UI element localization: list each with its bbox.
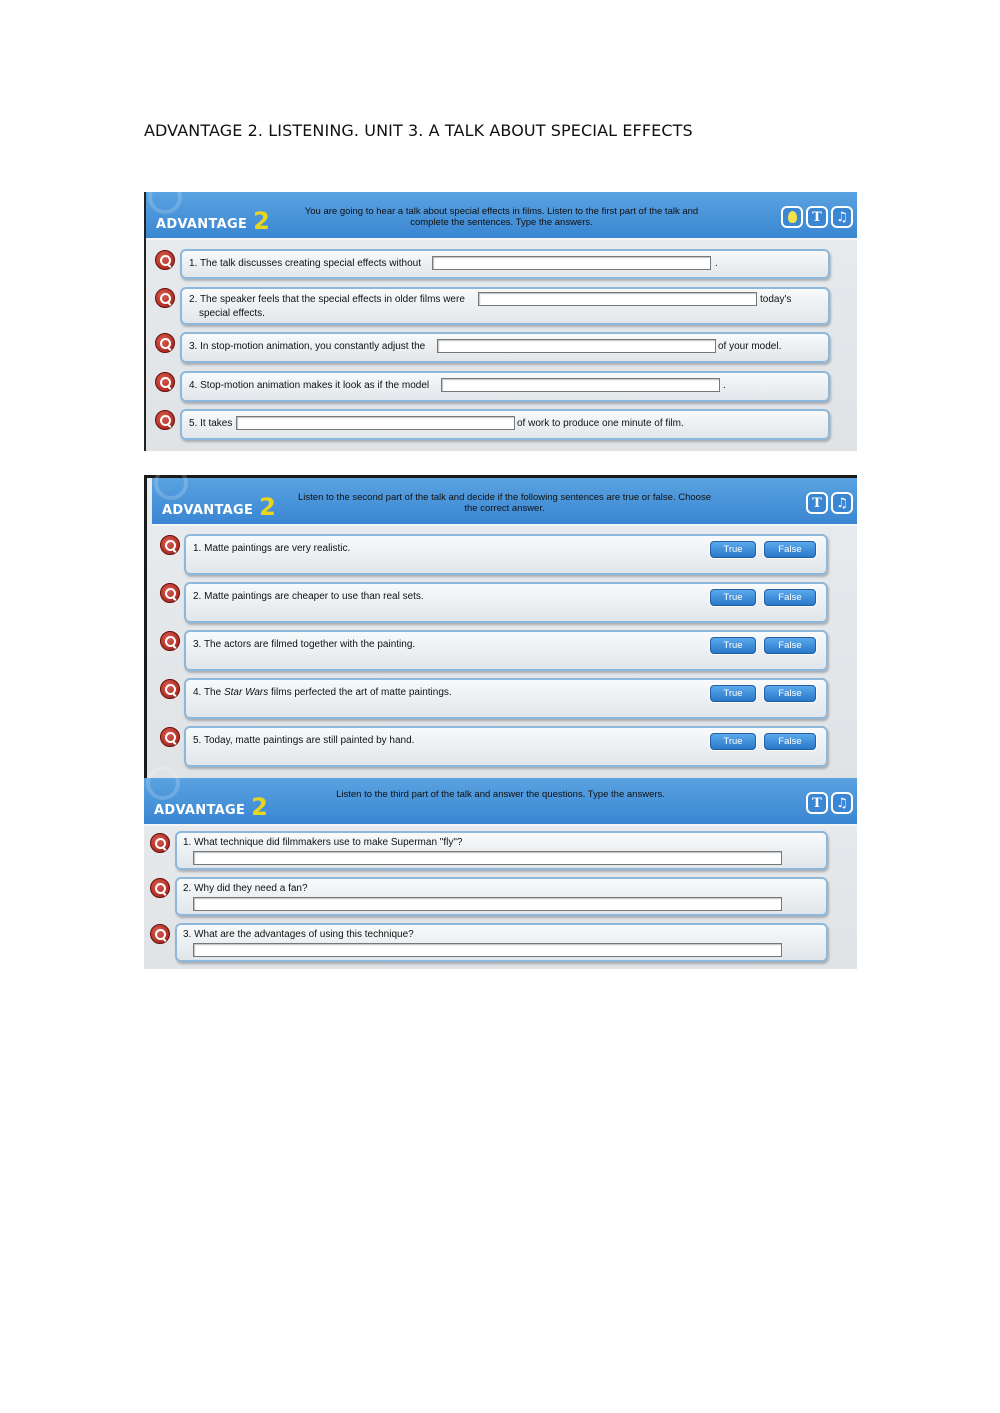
exercise-1-instructions: You are going to hear a talk about special effects in films. Listen to the first part of the talk and complete the sentences. Type the answers. <box>304 206 699 228</box>
sentence-item-3 <box>180 332 830 363</box>
magnify-hint-icon[interactable] <box>155 410 175 430</box>
false-button[interactable]: False <box>764 637 816 654</box>
transcript-button[interactable] <box>806 492 828 514</box>
statement-italic-title: Star Wars <box>223 687 269 698</box>
logo-watermark-icon <box>146 766 180 800</box>
statement-suffix: films perfected the art of matte paintings. <box>268 687 452 698</box>
answer-input-q1[interactable] <box>193 851 782 865</box>
exercise-2-panel <box>144 475 857 778</box>
magnify-hint-icon[interactable] <box>155 250 175 270</box>
magnify-hint-icon[interactable] <box>160 583 180 603</box>
answer-input-q2[interactable] <box>193 897 782 911</box>
sentence-text-line2: special effects. <box>199 308 265 319</box>
answer-input-5[interactable] <box>236 416 515 430</box>
magnify-hint-icon[interactable] <box>160 679 180 699</box>
question-text: 2. Why did they need a fan? <box>183 883 308 894</box>
true-button[interactable]: True <box>710 541 756 558</box>
text-icon: T <box>812 795 822 811</box>
true-button[interactable]: True <box>710 685 756 702</box>
sentence-text-after: of your model. <box>718 341 782 352</box>
sentence-text-after: of work to produce one minute of film. <box>517 418 684 429</box>
magnify-hint-icon[interactable] <box>160 535 180 555</box>
document-title: ADVANTAGE 2. LISTENING. UNIT 3. A TALK ABOUT SPECIAL EFFECTS <box>144 121 693 140</box>
text-icon: T <box>812 495 822 511</box>
true-false-item-3 <box>184 630 828 671</box>
false-button[interactable]: False <box>764 685 816 702</box>
question-item-2 <box>175 877 828 916</box>
answer-input-3[interactable] <box>437 339 716 353</box>
statement-text: 5. Today, matte paintings are still painted by hand. <box>193 735 415 746</box>
exercise-2-instructions: Listen to the second part of the talk and decide if the following sentences are true or false. Choose the correct answer. <box>298 492 711 514</box>
transcript-button[interactable] <box>806 792 828 814</box>
audio-button[interactable] <box>831 206 853 228</box>
exercise-1-panel <box>144 192 857 451</box>
logo-text: ADVANTAGE <box>162 503 254 518</box>
transcript-button[interactable] <box>806 206 828 228</box>
true-button[interactable]: True <box>710 733 756 750</box>
statement-text: 2. Matte paintings are cheaper to use than real sets. <box>193 591 424 602</box>
sentence-text: 2. The speaker feels that the special effects in older films were <box>189 294 465 305</box>
question-item-1 <box>175 831 828 870</box>
true-button[interactable]: True <box>710 637 756 654</box>
sentence-text: 1. The talk discusses creating special effects without <box>189 258 421 269</box>
exercise-1-header <box>146 192 857 240</box>
music-note-icon: ♫ <box>836 495 848 511</box>
magnify-hint-icon[interactable] <box>150 878 170 898</box>
true-button[interactable]: True <box>710 589 756 606</box>
logo-text: ADVANTAGE <box>156 217 248 232</box>
magnify-hint-icon[interactable] <box>150 833 170 853</box>
audio-button[interactable] <box>831 492 853 514</box>
magnify-hint-icon[interactable] <box>155 333 175 353</box>
logo-number: 2 <box>259 493 277 521</box>
question-text: 3. What are the advantages of using this technique? <box>183 929 414 940</box>
hint-lightbulb-button[interactable] <box>781 206 803 228</box>
question-item-3 <box>175 923 828 962</box>
false-button[interactable]: False <box>764 541 816 558</box>
sentence-text: 5. It takes <box>189 418 233 429</box>
music-note-icon: ♫ <box>836 795 848 811</box>
logo-watermark-icon <box>148 180 182 214</box>
magnify-hint-icon[interactable] <box>155 372 175 392</box>
advantage-logo <box>154 793 269 821</box>
false-button[interactable]: False <box>764 589 816 606</box>
sentence-item-4 <box>180 371 830 402</box>
statement-text <box>193 687 452 698</box>
text-icon: T <box>812 209 822 225</box>
lightbulb-icon <box>788 211 797 223</box>
sentence-text: 4. Stop-motion animation makes it look as if the model <box>189 380 430 391</box>
magnify-hint-icon[interactable] <box>160 727 180 747</box>
question-text: 1. What technique did filmmakers use to make Superman "fly"? <box>183 837 463 848</box>
exercise-3-header <box>144 778 857 826</box>
logo-watermark-icon <box>154 466 188 500</box>
sentence-item-2 <box>180 287 830 325</box>
exercise-3-instructions: Listen to the third part of the talk and answer the questions. Type the answers. <box>336 789 665 800</box>
answer-input-4[interactable] <box>441 378 720 392</box>
logo-number: 2 <box>253 207 271 235</box>
sentence-item-1 <box>180 249 830 279</box>
magnify-hint-icon[interactable] <box>155 288 175 308</box>
advantage-logo <box>156 207 271 235</box>
statement-prefix: 4. The <box>193 687 224 698</box>
sentence-text-after: today's <box>760 294 792 305</box>
magnify-hint-icon[interactable] <box>160 631 180 651</box>
exercise-2-header <box>152 478 857 526</box>
logo-number: 2 <box>251 793 269 821</box>
answer-input-q3[interactable] <box>193 943 782 957</box>
statement-text: 1. Matte paintings are very realistic. <box>193 543 351 554</box>
true-false-item-4 <box>184 678 828 719</box>
sentence-text: 3. In stop-motion animation, you constantly adjust the <box>189 341 426 352</box>
sentence-text-after: . <box>715 258 718 269</box>
answer-input-2[interactable] <box>478 292 757 306</box>
audio-button[interactable] <box>831 792 853 814</box>
sentence-item-5 <box>180 409 830 440</box>
advantage-logo <box>162 493 277 521</box>
music-note-icon: ♫ <box>836 209 848 225</box>
true-false-item-5 <box>184 726 828 767</box>
magnify-hint-icon[interactable] <box>150 924 170 944</box>
exercise-3-panel <box>144 778 857 969</box>
answer-input-1[interactable] <box>432 256 711 270</box>
false-button[interactable]: False <box>764 733 816 750</box>
sentence-text-after: . <box>723 380 726 391</box>
true-false-item-1 <box>184 534 828 575</box>
logo-text: ADVANTAGE <box>154 803 246 818</box>
statement-text: 3. The actors are filmed together with the painting. <box>193 639 416 650</box>
true-false-item-2 <box>184 582 828 623</box>
